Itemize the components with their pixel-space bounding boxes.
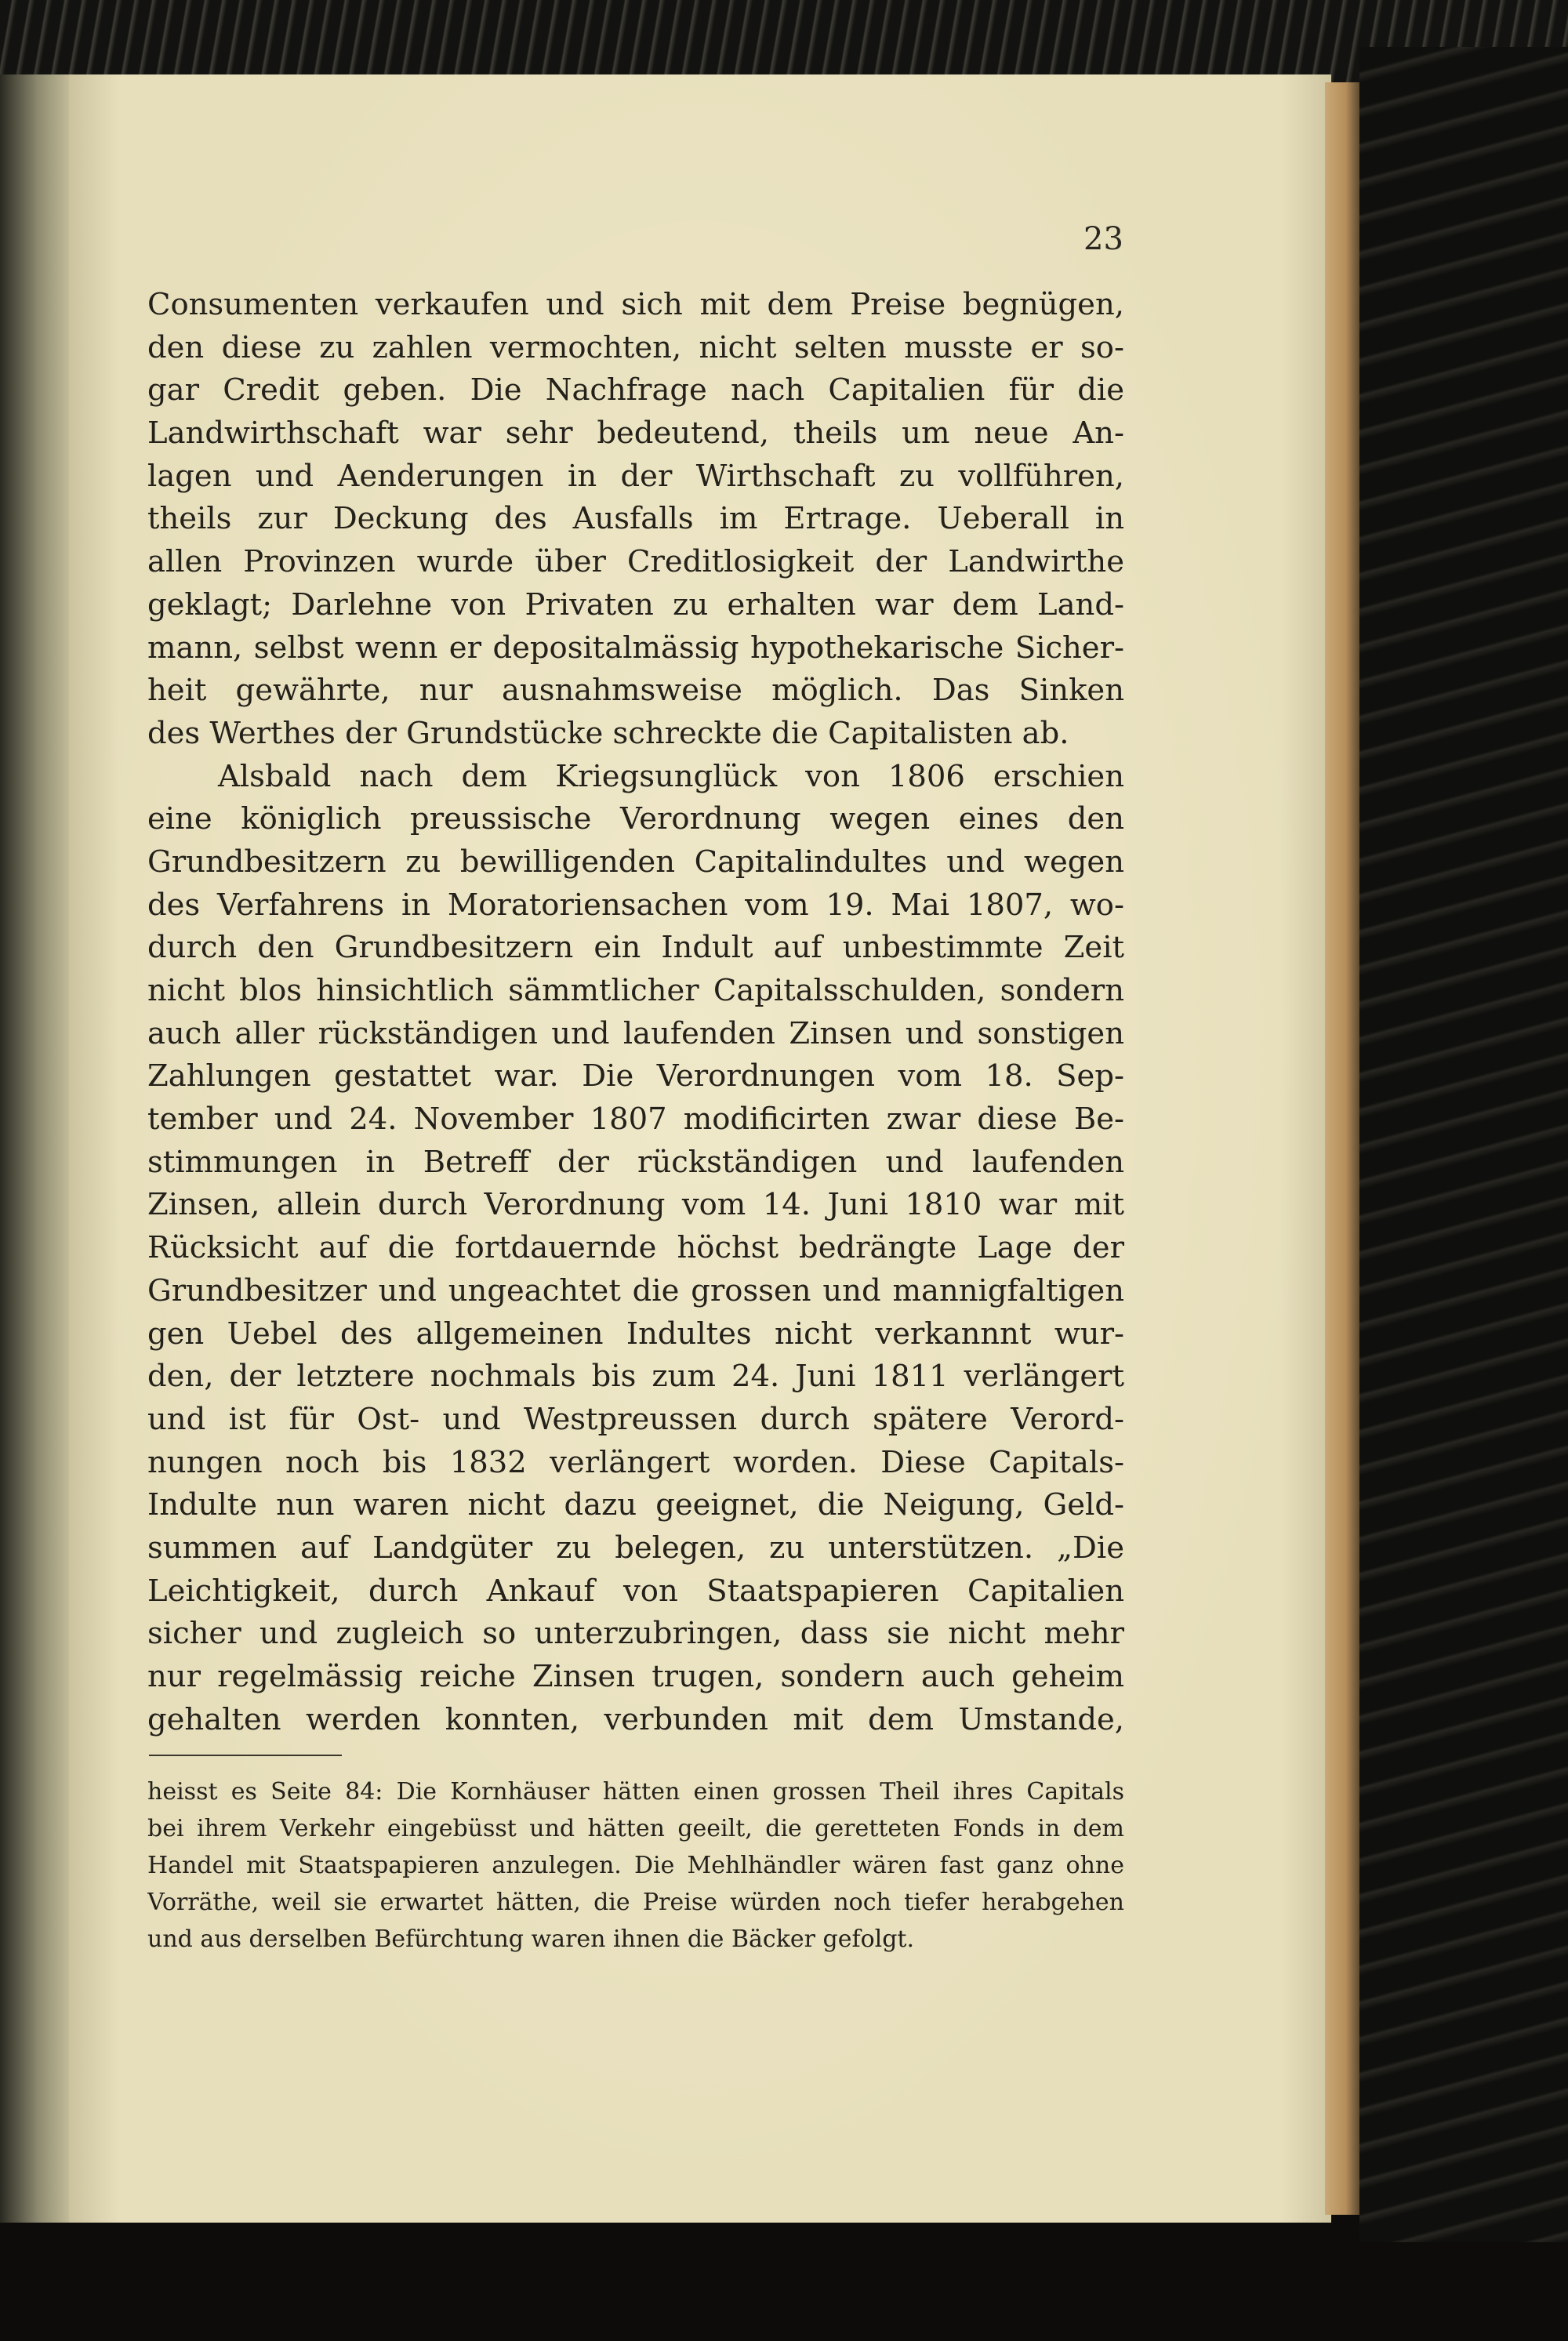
footnote (147, 1773, 1124, 1958)
previous-page-edge (0, 74, 69, 2223)
text-line: Leichtigkeit, durch Ankauf von Staatspapieren Capitalien (147, 1573, 1124, 1609)
book-cover-edge (1359, 47, 1568, 2242)
text-line: eine königlich preussische Verordnung wegen eines den (147, 801, 1124, 837)
text-line: Alsbald nach dem Kriegsunglück von 1806 erschien (218, 758, 1124, 794)
text-line: den diese zu zahlen vermochten, nicht selten musste er so- (147, 329, 1124, 365)
text-line: Grundbesitzern zu bewilligenden Capitalindultes und wegen (147, 844, 1124, 880)
footnote-line: und aus derselben Befürchtung waren ihnen die Bäcker gefolgt. (147, 1925, 915, 1953)
text-line: des Werthes der Grundstücke schreckte die Capitalisten ab. (147, 715, 1069, 751)
text-line: heit gewährte, nur ausnahmsweise möglich. Das Sinken (147, 673, 1124, 709)
text-line: gar Credit geben. Die Nachfrage nach Capitalien für die (147, 372, 1124, 408)
body-text (147, 284, 1124, 1741)
page-number: 23 (1083, 221, 1123, 257)
text-line: Zinsen, allein durch Verordnung vom 14. Juni 1810 war mit (147, 1187, 1124, 1223)
text-line: gen Uebel des allgemeinen Indultes nicht verkannnt wur- (147, 1316, 1124, 1352)
footnote-line: heisst es Seite 84: Die Kornhäuser hätten einen grossen Theil ihres Capitals (147, 1778, 1124, 1806)
text-line: mann, selbst wenn er depositalmässig hypothekarische Sicher- (147, 630, 1124, 666)
text-line: Zahlungen gestattet war. Die Verordnungen vom 18. Sep- (147, 1058, 1124, 1094)
text-line: und ist für Ost- und Westpreussen durch spätere Verord- (147, 1401, 1124, 1437)
text-line: allen Provinzen wurde über Creditlosigkeit der Landwirthe (147, 544, 1124, 580)
text-line: sicher und zugleich so unterzubringen, dass sie nicht mehr (147, 1616, 1124, 1652)
text-line: tember und 24. November 1807 modificirten zwar diese Be- (147, 1102, 1124, 1138)
text-line: stimmungen in Betreff der rückständigen und laufenden (147, 1144, 1124, 1180)
text-line: auch aller rückständigen und laufenden Zinsen und sonstigen (147, 1015, 1124, 1051)
text-line: geklagt; Darlehne von Privaten zu erhalten war dem Land- (147, 586, 1124, 622)
text-line: gehalten werden konnten, verbunden mit dem Umstande, (147, 1701, 1124, 1737)
footnote-line: Vorräthe, weil sie erwartet hätten, die Preise würden noch tiefer herabgehen (147, 1889, 1124, 1916)
text-line: theils zur Deckung des Ausfalls im Ertrage. Ueberall in (147, 501, 1124, 537)
text-line: nungen noch bis 1832 verlängert worden. Diese Capitals- (147, 1444, 1124, 1480)
binding-fringe (0, 0, 1568, 86)
text-line: Indulte nun waren nicht dazu geeignet, die Neigung, Geld- (147, 1487, 1124, 1523)
text-line: Consumenten verkaufen und sich mit dem Preise begnügen, (147, 287, 1124, 322)
text-line: lagen und Aenderungen in der Wirthschaft zu vollführen, (147, 458, 1124, 494)
text-line: den, der letztere nochmals bis zum 24. Juni 1811 verlängert (147, 1359, 1124, 1395)
page-stack-edge (1325, 82, 1359, 2215)
text-line: Landwirthschaft war sehr bedeutend, theils um neue An- (147, 416, 1124, 452)
text-line: summen auf Landgüter zu belegen, zu unterstützen. „Die (147, 1530, 1124, 1566)
text-line: durch den Grundbesitzern ein Indult auf unbestimmte Zeit (147, 930, 1124, 966)
footnote-line: bei ihrem Verkehr eingebüsst und hätten geeilt, die geretteten Fonds in dem (147, 1815, 1124, 1842)
text-line: nicht blos hinsichtlich sämmtlicher Capitalsschulden, sondern (147, 973, 1124, 1008)
footnote-rule (149, 1755, 342, 1756)
text-line: Rücksicht auf die fortdauernde höchst bedrängte Lage der (147, 1230, 1124, 1266)
text-line: Grundbesitzer und ungeachtet die grossen und mannigfaltigen (147, 1272, 1124, 1308)
text-line: des Verfahrens in Moratoriensachen vom 19. Mai 1807, wo- (147, 887, 1124, 923)
text-line: nur regelmässig reiche Zinsen trugen, sondern auch geheim (147, 1659, 1124, 1694)
footnote-line: Handel mit Staatspapieren anzulegen. Die Mehlhändler wären fast ganz ohne (147, 1852, 1124, 1879)
